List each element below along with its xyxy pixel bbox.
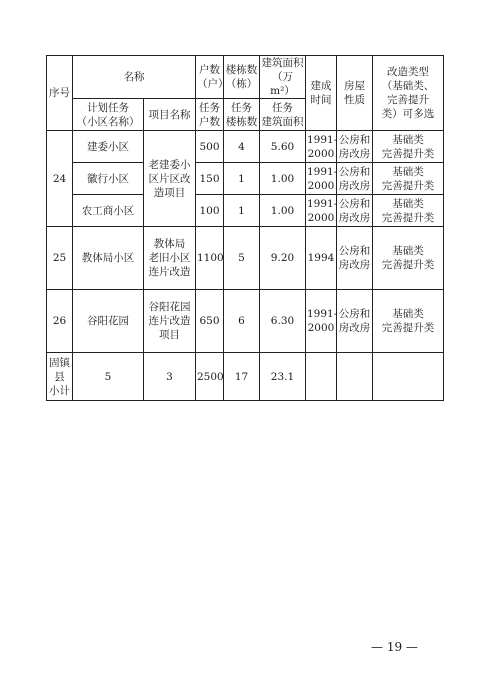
project-cell-line: 造项目 xyxy=(153,186,186,199)
header-row xyxy=(47,56,444,99)
type-cell-line: 基础类 xyxy=(392,197,424,210)
subtotal-households: 2500 xyxy=(196,353,224,401)
project-cell-line: 教体局 xyxy=(153,238,186,250)
header-plan-task-line: （小区名称） xyxy=(76,115,140,128)
type-cell-line: 完善提升类 xyxy=(381,179,435,192)
subtotal-area: 23.1 xyxy=(260,353,306,401)
nature-cell xyxy=(337,290,373,353)
project-cell-line: 项目 xyxy=(159,329,180,341)
buildings-cell: 4 xyxy=(224,131,260,163)
built-time-cell-line: 1991- xyxy=(307,165,338,178)
built-time-cell xyxy=(306,290,337,353)
header-buildings xyxy=(224,56,260,99)
header-name: 名称 xyxy=(73,56,196,99)
header-project-name: 项目名称 xyxy=(144,99,196,131)
buildings-cell: 1 xyxy=(224,163,260,195)
subtotal-row xyxy=(47,353,444,401)
community-cell: 徽行小区 xyxy=(73,163,144,195)
nature-cell xyxy=(337,227,373,290)
type-cell xyxy=(373,227,444,290)
header-built-time xyxy=(306,56,337,131)
built-time-cell xyxy=(306,195,337,227)
nature-cell-line: 公房和 xyxy=(338,245,371,257)
project-cell xyxy=(144,290,196,353)
type-cell-line: 完善提升类 xyxy=(381,322,435,334)
households-cell: 100 xyxy=(196,195,224,227)
type-cell xyxy=(373,131,444,163)
built-time-cell-line: 2000 xyxy=(307,147,335,160)
subtotal-label-line: 小计 xyxy=(49,384,70,397)
subtotal-buildings: 17 xyxy=(224,353,260,401)
header-task-buildings-line: 任务 xyxy=(231,101,252,114)
households-cell: 1100 xyxy=(196,227,224,290)
community-cell: 教体局小区 xyxy=(73,227,144,290)
nature-cell-line: 房改房 xyxy=(338,179,371,192)
seq-cell: 24 xyxy=(47,131,73,227)
nature-cell xyxy=(337,131,373,163)
type-cell-line: 基础类 xyxy=(392,308,424,320)
header-type-line: 完善提升 xyxy=(387,94,429,106)
nature-cell xyxy=(337,195,373,227)
area-cell: 6.30 xyxy=(260,290,306,353)
community-cell: 谷阳花园 xyxy=(73,290,144,353)
built-time-cell-line: 1994 xyxy=(307,252,335,264)
buildings-cell: 6 xyxy=(224,290,260,353)
header-plan-task xyxy=(73,99,144,131)
nature-cell-line: 公房和 xyxy=(338,308,371,320)
type-cell xyxy=(373,290,444,353)
area-cell: 1.00 xyxy=(260,163,306,195)
type-cell-line: 基础类 xyxy=(392,133,424,146)
buildings-cell: 5 xyxy=(224,227,260,290)
area-cell: 1.00 xyxy=(260,195,306,227)
header-households-line: （户） xyxy=(197,78,229,90)
project-cell-line: 谷阳花园 xyxy=(148,301,191,313)
type-cell-line: 完善提升类 xyxy=(381,147,435,160)
header-type-line: （基础类、 xyxy=(381,80,435,92)
table-row xyxy=(47,131,444,163)
header-task-households xyxy=(196,99,224,131)
community-cell: 农工商小区 xyxy=(73,195,144,227)
header-buildings-line: 楼栋数 xyxy=(225,64,258,76)
header-households xyxy=(196,56,229,99)
header-task-households-line: 任务 xyxy=(199,101,220,114)
project-cell-line: 连片改造 xyxy=(148,266,191,278)
seq-cell: 25 xyxy=(47,227,73,290)
nature-cell-line: 房改房 xyxy=(338,211,371,224)
project-cell xyxy=(144,227,196,290)
nature-cell xyxy=(337,163,373,195)
blank-nature-cell xyxy=(337,353,373,401)
built-time-cell-line: 1991- xyxy=(307,308,338,320)
type-cell-line: 完善提升类 xyxy=(381,259,435,271)
header-plan-task-line: 计划任务 xyxy=(87,101,129,114)
buildings-cell: 1 xyxy=(224,195,260,227)
project-cell xyxy=(144,131,196,227)
page-number: — 19 — xyxy=(371,640,418,654)
built-time-cell xyxy=(306,131,337,163)
renovation-plan-table xyxy=(46,55,444,401)
header-task-buildings-line: 楼栋数 xyxy=(225,115,258,128)
header-task-area xyxy=(260,99,306,131)
area-cell: 5.60 xyxy=(260,131,306,163)
area-cell: 9.20 xyxy=(260,227,306,290)
subtotal-label-line: 固镇 xyxy=(49,356,70,369)
subtotal-communities: 5 xyxy=(73,353,144,401)
table-row xyxy=(47,290,444,353)
header-buildings-line: （栋） xyxy=(225,78,258,90)
type-cell xyxy=(373,195,444,227)
built-time-cell-line: 2000 xyxy=(307,179,335,192)
header-type-line: 类）可多选 xyxy=(381,108,435,120)
blank-type-cell xyxy=(373,353,444,401)
header-area-line: （万 m²） xyxy=(270,71,295,97)
header-area xyxy=(260,56,306,99)
header-built-time-line: 时间 xyxy=(310,94,332,106)
subtotal-label xyxy=(47,353,73,401)
built-time-cell-line: 1991- xyxy=(307,133,338,146)
nature-cell-line: 公房和 xyxy=(338,133,371,146)
project-cell-line: 老旧小区 xyxy=(148,252,191,264)
seq-cell: 26 xyxy=(47,290,73,353)
households-cell: 650 xyxy=(196,290,224,353)
households-cell: 150 xyxy=(196,163,224,195)
header-type-line: 改造类型 xyxy=(387,66,429,78)
nature-cell-line: 公房和 xyxy=(338,197,371,210)
nature-cell-line: 公房和 xyxy=(338,165,371,178)
header-built-time-line: 建成 xyxy=(310,80,332,92)
header-type xyxy=(373,56,444,131)
header-households-line: 户数 xyxy=(199,64,220,76)
type-cell-line: 基础类 xyxy=(392,165,424,178)
header-nature-line: 性质 xyxy=(344,94,365,106)
blank-time-cell xyxy=(306,353,337,401)
header-task-buildings xyxy=(224,99,260,131)
type-cell-line: 基础类 xyxy=(392,245,424,257)
subtotal-label-line: 县 xyxy=(54,370,65,383)
type-cell-line: 完善提升类 xyxy=(381,211,435,224)
built-time-cell-line: 2000 xyxy=(307,322,335,334)
nature-cell-line: 房改房 xyxy=(338,147,371,160)
project-cell-line: 老建委小 xyxy=(148,158,191,171)
project-cell-line: 连片改造 xyxy=(148,315,191,327)
project-cell-line: 区片区改 xyxy=(148,172,191,185)
header-nature xyxy=(337,56,373,131)
households-cell: 500 xyxy=(196,131,224,163)
built-time-cell xyxy=(306,227,337,290)
nature-cell-line: 房改房 xyxy=(338,259,371,271)
header-nature-line: 房屋 xyxy=(344,80,365,92)
header-task-area-line: 任务 xyxy=(272,101,293,114)
built-time-cell-line: 1991- xyxy=(307,197,338,210)
header-task-households-line: 户数 xyxy=(199,115,220,128)
table-row xyxy=(47,163,444,195)
table-row xyxy=(47,227,444,290)
type-cell xyxy=(373,163,444,195)
table-row xyxy=(47,195,444,227)
built-time-cell-line: 2000 xyxy=(307,211,335,224)
header-seq: 序号 xyxy=(47,56,73,131)
header-area-line: 建筑面积 xyxy=(261,57,304,69)
nature-cell-line: 房改房 xyxy=(338,322,371,334)
built-time-cell xyxy=(306,163,337,195)
subtotal-projects: 3 xyxy=(144,353,196,401)
community-cell: 建委小区 xyxy=(73,131,144,163)
header-task-area-line: 建筑面积 xyxy=(261,115,304,128)
